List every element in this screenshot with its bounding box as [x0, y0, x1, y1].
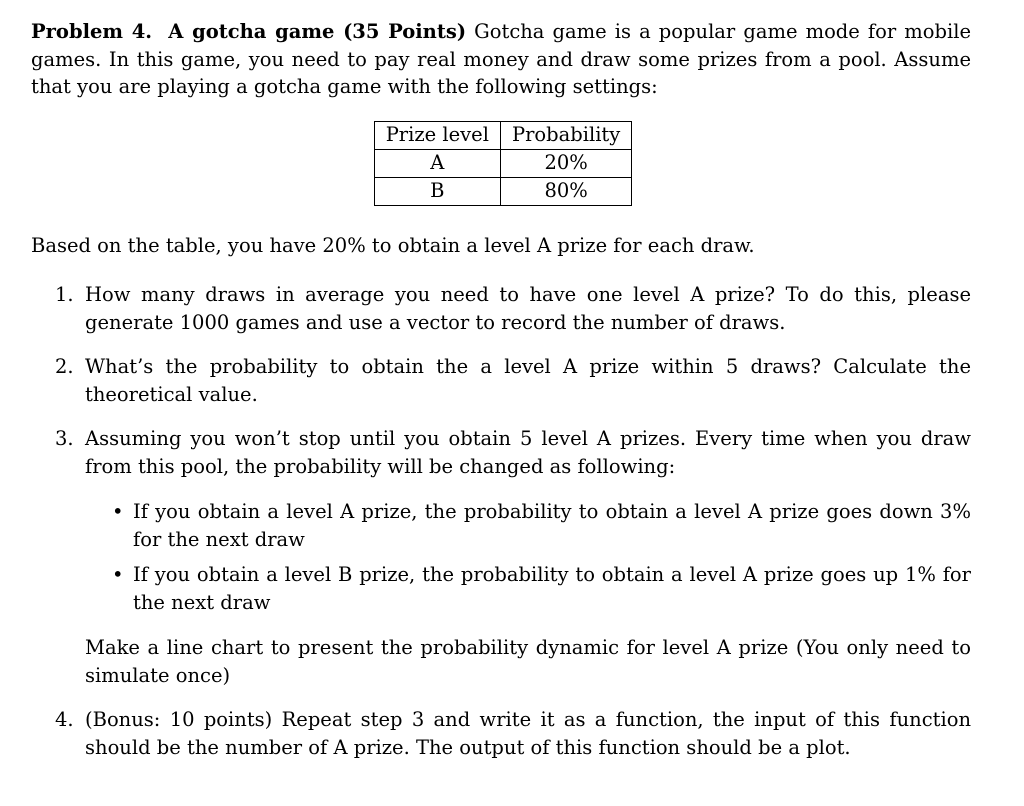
task-number: 2.	[55, 355, 74, 378]
table-header-row	[374, 121, 632, 149]
task-text: What’s the probability to obtain the a level A prize within 5 draws? Calculate the theoretical value.	[85, 355, 971, 406]
list-item	[31, 425, 971, 689]
summary-paragraph: Based on the table, you have 20% to obtain a level A prize for each draw.	[31, 233, 755, 257]
rule-item	[85, 498, 971, 553]
table-cell-probability: 20%	[500, 149, 631, 177]
task-list	[31, 281, 971, 761]
task-text: (Bonus: 10 points) Repeat step 3 and write it as a function, the input of this function should be the number of A prize. The output of this function should be a plot.	[85, 708, 971, 759]
list-item	[31, 706, 971, 761]
bullet-icon: •	[112, 500, 124, 523]
table-header-prize-level: Prize level	[374, 121, 500, 149]
table-cell-probability: 80%	[500, 177, 631, 205]
rule-text: If you obtain a level B prize, the probability to obtain a level A prize goes up 1% for the next draw	[133, 563, 971, 614]
table-row	[374, 177, 632, 205]
task-followup: Make a line chart to present the probability dynamic for level A prize (You only need to simulate once)	[85, 636, 971, 687]
list-item	[31, 353, 971, 408]
rule-text: If you obtain a level A prize, the probability to obtain a level A prize goes down 3% for the next draw	[133, 500, 971, 551]
problem-intro	[31, 18, 971, 101]
rule-list	[85, 498, 971, 616]
problem-label: Problem 4.	[31, 20, 153, 43]
problem-intro-text: Gotcha game is a popular game mode for mobile games. In this game, you need to pay real money and draw some prizes from a pool. Assume that you are playing a gotcha game with the following settings:	[31, 20, 972, 98]
list-item	[31, 281, 971, 336]
prize-table	[374, 121, 633, 206]
task-number: 4.	[55, 708, 74, 731]
rule-item	[85, 561, 971, 616]
table-cell-level: A	[374, 149, 500, 177]
table-row	[374, 149, 632, 177]
document	[31, 18, 971, 778]
task-number: 3.	[55, 427, 74, 450]
bullet-icon: •	[112, 563, 124, 586]
table-header-probability: Probability	[500, 121, 631, 149]
task-text: Assuming you won’t stop until you obtain 5 level A prizes. Every time when you draw from this pool, the probability will be changed as following:	[85, 427, 971, 478]
table-cell-level: B	[374, 177, 500, 205]
task-text: How many draws in average you need to have one level A prize? To do this, please generate 1000 games and use a vector to record the number of draws.	[85, 283, 971, 334]
problem-title: A gotcha game (35 Points)	[168, 20, 467, 43]
task-number: 1.	[55, 283, 74, 306]
